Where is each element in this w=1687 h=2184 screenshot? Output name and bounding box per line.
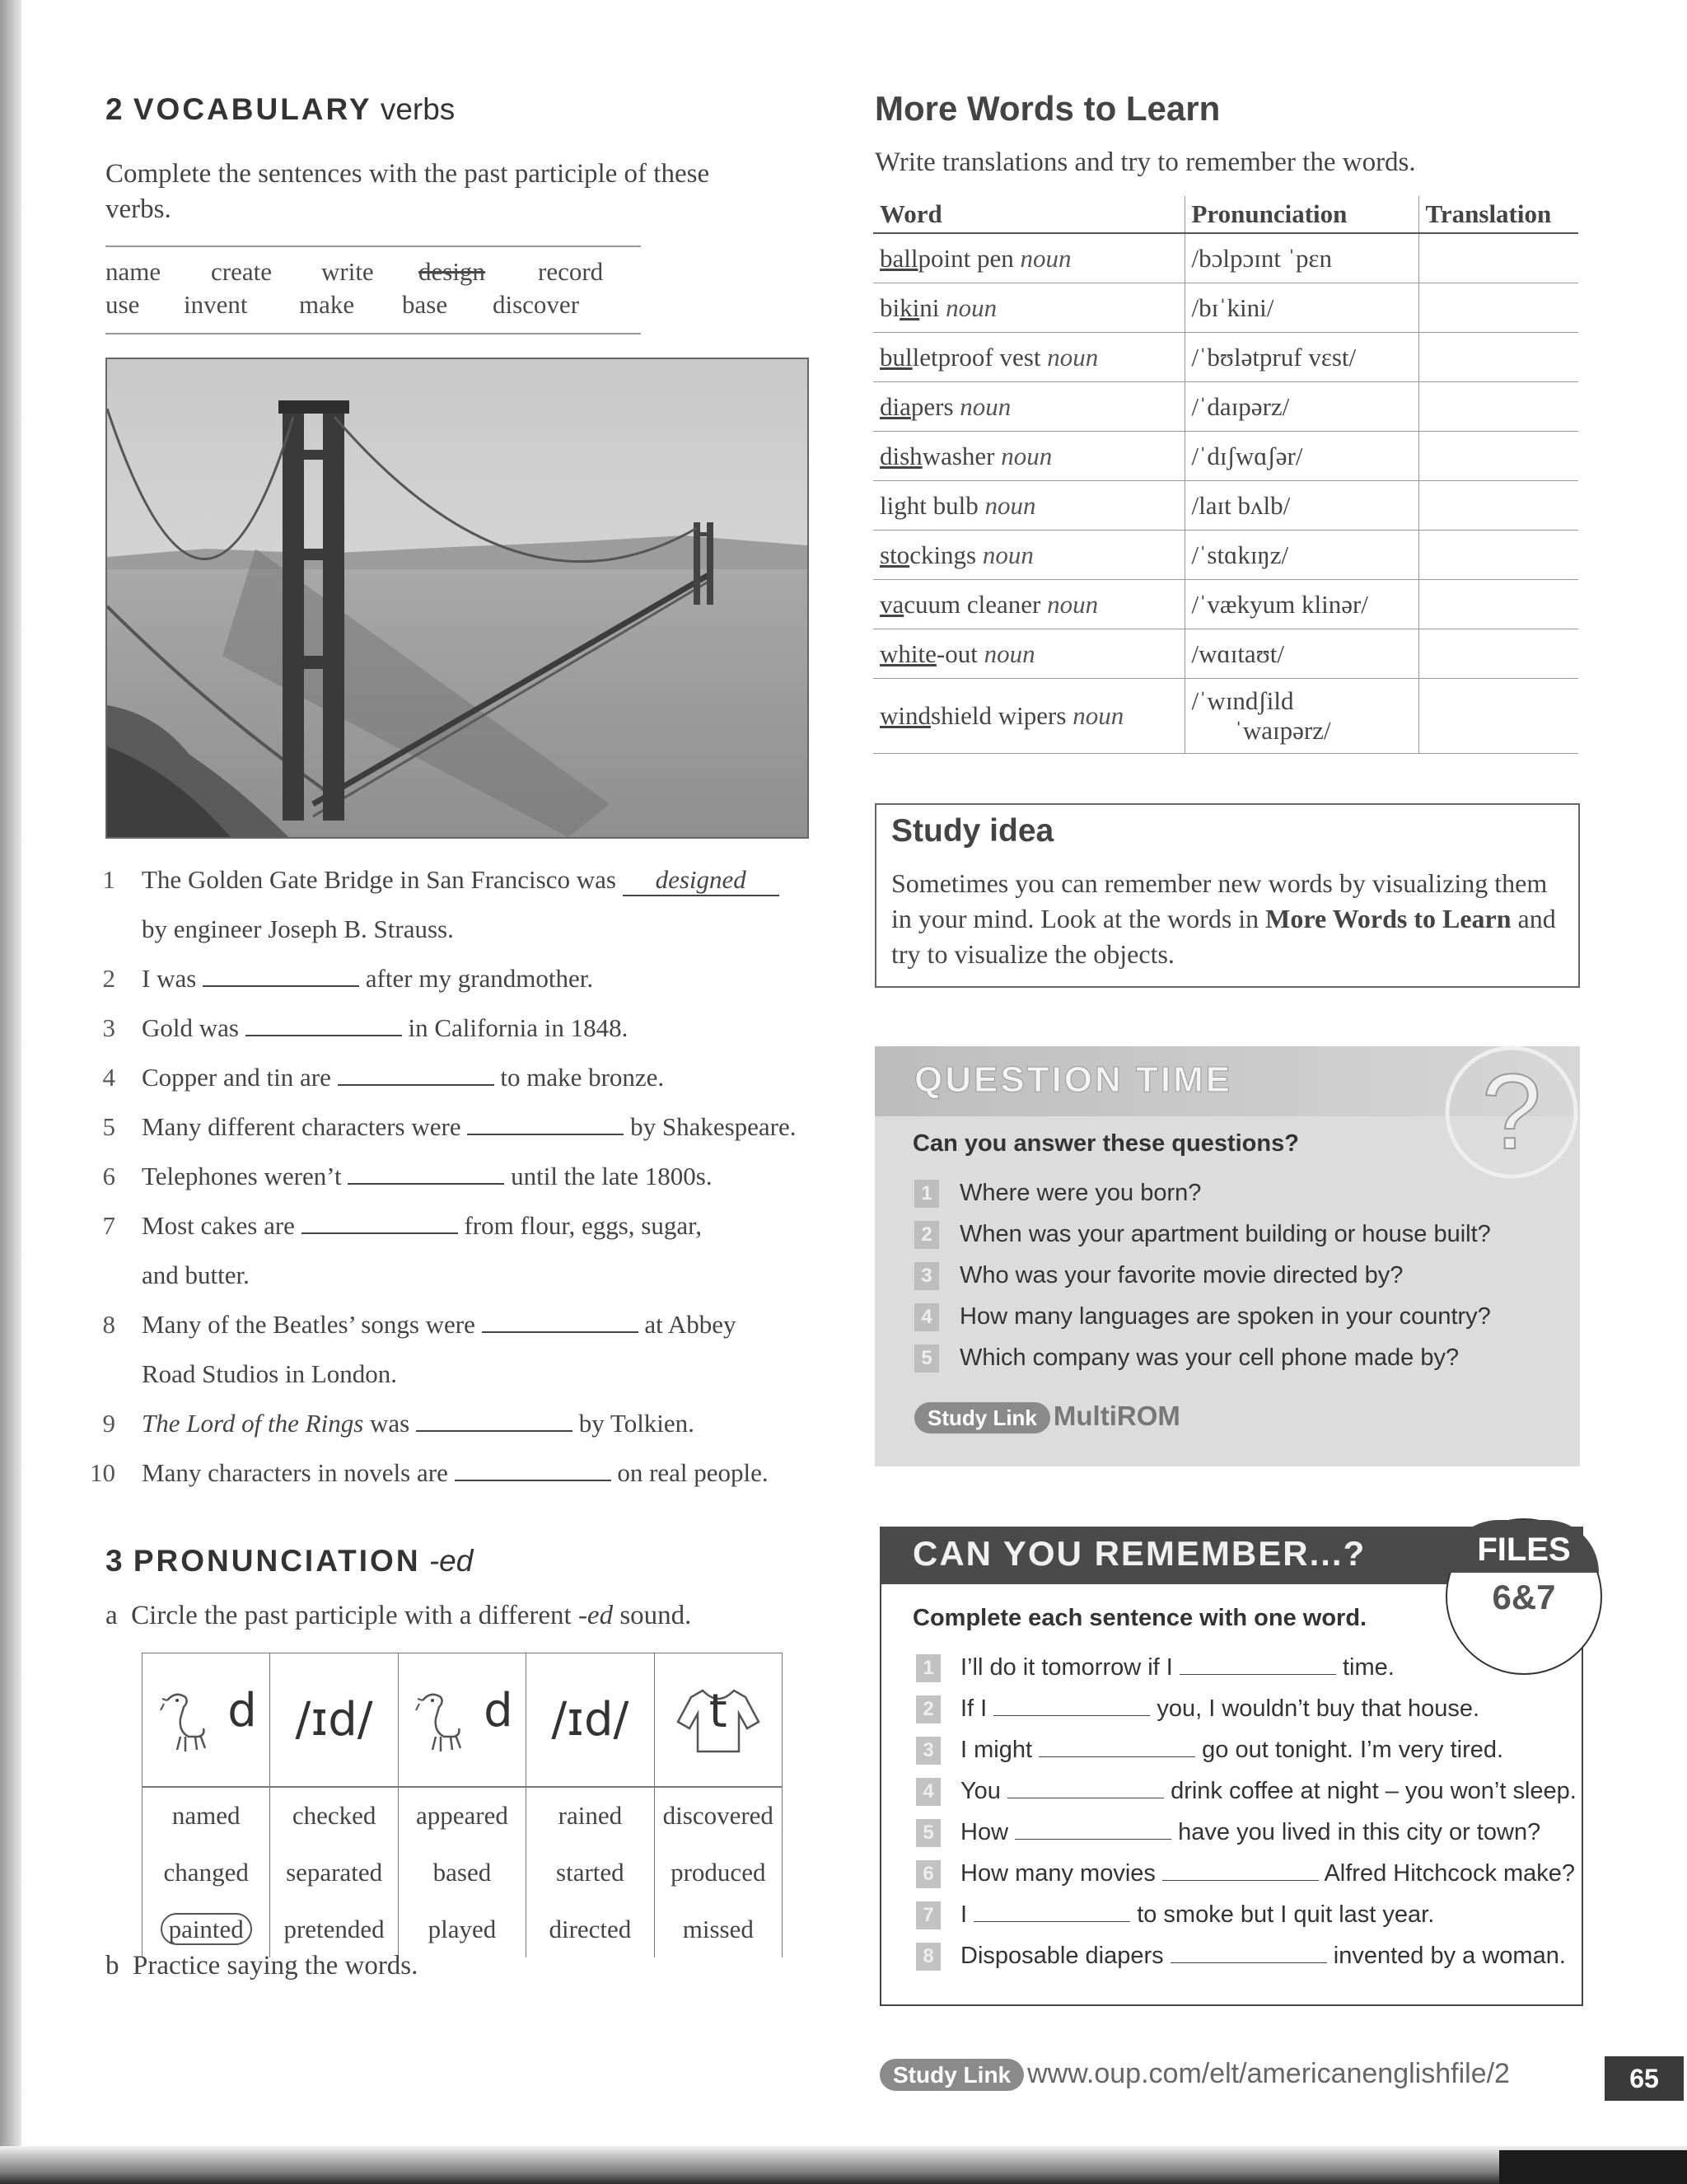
word-row bbox=[873, 481, 1578, 531]
pronunciation-cell: /ˈwɪndʃild ˈwaɪpərz/ bbox=[1185, 679, 1418, 754]
column-pronunciation: Pronunciation bbox=[1185, 196, 1418, 233]
question-item: Where were you born? bbox=[960, 1180, 1202, 1206]
column-word: Word bbox=[873, 196, 1185, 233]
dog-icon bbox=[411, 1686, 477, 1755]
word-cell: directed bbox=[526, 1901, 654, 1957]
task-b-label: b bbox=[105, 1951, 119, 1981]
study-idea-title: Study idea bbox=[891, 813, 1054, 849]
question-item: When was your apartment building or house built? bbox=[960, 1221, 1491, 1247]
sentence-5: Many different characters were by Shakespeare. bbox=[142, 1112, 797, 1141]
sentence-2: I was after my grandmother. bbox=[142, 964, 594, 993]
remember-item-4: You drink coffee at night – you won’t sleep. bbox=[960, 1778, 1577, 1804]
dog-icon bbox=[156, 1686, 222, 1755]
pronunciation-cell: /ˈdaɪpərz/ bbox=[1185, 382, 1418, 432]
column-translation: Translation bbox=[1418, 196, 1578, 233]
sound-t-symbol: t bbox=[708, 1685, 727, 1738]
remember-item-1: I’ll do it tomorrow if I time. bbox=[960, 1654, 1395, 1681]
can-you-remember-prompt: Complete each sentence with one word. bbox=[913, 1605, 1367, 1631]
sound-d-symbol: d bbox=[227, 1684, 257, 1738]
pronunciation-cell: /ˈvækyum klinər/ bbox=[1185, 580, 1418, 629]
sentence-number: 8 bbox=[102, 1310, 115, 1339]
word-row bbox=[873, 283, 1578, 333]
verb-word: name bbox=[105, 257, 161, 286]
remember-blank[interactable] bbox=[1180, 1659, 1336, 1675]
word-cell: windshield wipers noun bbox=[873, 679, 1185, 754]
can-you-remember-title: CAN YOU REMEMBER...? bbox=[913, 1534, 1367, 1573]
question-item: How many languages are spoken in your country? bbox=[960, 1303, 1491, 1330]
word-cell: ballpoint pen noun bbox=[873, 233, 1185, 283]
remember-blank[interactable] bbox=[1162, 1865, 1319, 1881]
sound-d-cell bbox=[398, 1653, 526, 1787]
sentence-number: 9 bbox=[102, 1409, 115, 1438]
sentence-number: 6 bbox=[102, 1162, 115, 1190]
verb-word: invent bbox=[184, 290, 248, 319]
study-idea-box bbox=[875, 803, 1580, 988]
word-table-header bbox=[873, 196, 1578, 233]
remember-item-8: Disposable diapers invented by a woman. bbox=[960, 1943, 1566, 1969]
word-row bbox=[873, 382, 1578, 432]
question-item: Who was your favorite movie directed by? bbox=[960, 1262, 1404, 1288]
pronunciation-subtitle: -ed bbox=[428, 1544, 474, 1578]
sentence-7: Most cakes are from flour, eggs, sugar, bbox=[142, 1211, 702, 1240]
word-cell: changed bbox=[143, 1844, 270, 1901]
word-cell: dishwasher noun bbox=[873, 432, 1185, 481]
translation-cell[interactable] bbox=[1418, 679, 1578, 754]
word-row bbox=[873, 580, 1578, 629]
study-link-badge: Study Link bbox=[914, 1402, 1050, 1433]
word-cell: discovered bbox=[654, 1787, 782, 1845]
verb-word: use bbox=[105, 290, 140, 319]
pronunciation-cell: /bɪˈkini/ bbox=[1185, 283, 1418, 333]
vocabulary-title: VOCABULARY bbox=[133, 92, 372, 126]
scan-shadow-left bbox=[0, 0, 21, 2184]
sound-id-symbol: /ɪd/ bbox=[551, 1692, 629, 1747]
word-cell: light bulb noun bbox=[873, 481, 1185, 531]
translation-cell[interactable] bbox=[1418, 333, 1578, 382]
pronunciation-cell: /ˈstɑkɪŋz/ bbox=[1185, 531, 1418, 580]
word-cell: started bbox=[526, 1844, 654, 1901]
remember-blank[interactable] bbox=[993, 1700, 1150, 1716]
scan-shadow-corner bbox=[1499, 2150, 1687, 2184]
sound-t-cell bbox=[654, 1653, 782, 1787]
sound-d-cell bbox=[143, 1653, 270, 1787]
translation-cell[interactable] bbox=[1418, 629, 1578, 679]
word-cell: named bbox=[143, 1787, 270, 1845]
word-row bbox=[873, 531, 1578, 580]
sound-id-symbol: /ɪd/ bbox=[295, 1692, 373, 1747]
task-a-label: a bbox=[105, 1601, 118, 1630]
remember-blank[interactable] bbox=[1039, 1742, 1195, 1757]
remember-item-6: How many movies Alfred Hitchcock make? bbox=[960, 1860, 1576, 1887]
footer-url-link[interactable]: www.oup.com/elt/americanenglishfile/2 bbox=[1027, 2058, 1510, 2089]
translation-cell[interactable] bbox=[1418, 283, 1578, 333]
sentence-number: 2 bbox=[102, 964, 115, 993]
remember-blank[interactable] bbox=[1171, 1948, 1327, 1963]
word-cell: rained bbox=[526, 1787, 654, 1845]
remember-item-2: If I you, I wouldn’t buy that house. bbox=[960, 1695, 1480, 1722]
translation-cell[interactable] bbox=[1418, 481, 1578, 531]
verb-word: write bbox=[321, 257, 374, 286]
files-number: 6&7 bbox=[1492, 1578, 1556, 1616]
word-cell: vacuum cleaner noun bbox=[873, 580, 1185, 629]
sentence-9-blank[interactable] bbox=[416, 1414, 572, 1432]
word-row bbox=[873, 333, 1578, 382]
words-row bbox=[143, 1844, 783, 1901]
word-cell: missed bbox=[654, 1901, 782, 1957]
word-row bbox=[873, 679, 1578, 754]
remember-item-7: I to smoke but I quit last year. bbox=[960, 1901, 1435, 1928]
study-idea-text: Sometimes you can remember new words by visualizing them in your mind. Look at the words in More Words to Learn and try to visualize the objects. bbox=[891, 868, 1556, 969]
footer-study-link[interactable] bbox=[880, 2058, 1510, 2090]
pronunciation-task-b: b Practice saying the words. bbox=[105, 1951, 418, 1981]
sentence-1-answer: designed bbox=[623, 865, 779, 896]
verb-word-box bbox=[105, 246, 641, 334]
question-item: Which company was your cell phone made by? bbox=[960, 1345, 1460, 1371]
sentence-6-blank[interactable] bbox=[348, 1167, 504, 1185]
files-label: FILES bbox=[1477, 1532, 1571, 1568]
svg-text:?: ? bbox=[1481, 1051, 1542, 1172]
pronunciation-cell: /bɔlpɔɪnt ˈpɛn bbox=[1185, 233, 1418, 283]
sentence-5-blank[interactable] bbox=[467, 1117, 624, 1135]
question-number-badge: 3 bbox=[914, 1262, 939, 1290]
question-time-title: QUESTION TIME bbox=[914, 1059, 1233, 1100]
item-number-badge: 8 bbox=[916, 1943, 941, 1971]
remember-item-3: I might go out tonight. I’m very tired. bbox=[960, 1737, 1504, 1763]
pronunciation-number: 3 bbox=[105, 1544, 125, 1578]
translation-cell[interactable] bbox=[1418, 580, 1578, 629]
item-number-badge: 5 bbox=[916, 1819, 941, 1847]
item-number-badge: 6 bbox=[916, 1860, 941, 1888]
pronunciation-title: PRONUNCIATION bbox=[133, 1544, 421, 1578]
sentence-3: Gold was in California in 1848. bbox=[142, 1013, 629, 1042]
more-words-title: More Words to Learn bbox=[875, 89, 1221, 128]
vocabulary-instruction: Complete the sentences with the past participle of these verbs. bbox=[105, 159, 710, 224]
sentence-3-blank[interactable] bbox=[245, 1018, 402, 1036]
sentence-number: 1 bbox=[102, 865, 115, 894]
word-cell: white-out noun bbox=[873, 629, 1185, 679]
sentence-number: 7 bbox=[102, 1211, 115, 1240]
sentence-4: Copper and tin are to make bronze. bbox=[142, 1063, 665, 1092]
translation-cell[interactable] bbox=[1418, 432, 1578, 481]
sentence-number: 3 bbox=[102, 1013, 115, 1042]
word-cell: based bbox=[398, 1844, 526, 1901]
vocabulary-word-table bbox=[873, 196, 1578, 754]
word-row bbox=[873, 629, 1578, 679]
vocabulary-heading bbox=[105, 92, 455, 127]
word-row bbox=[873, 233, 1578, 283]
footer-study-link-badge: Study Link bbox=[880, 2059, 1024, 2091]
item-number-badge: 4 bbox=[916, 1778, 941, 1806]
verb-word: make bbox=[299, 290, 355, 319]
study-link-multirom[interactable] bbox=[914, 1401, 1180, 1432]
sound-d-symbol: d bbox=[484, 1684, 513, 1738]
question-number-badge: 1 bbox=[914, 1180, 939, 1208]
translation-cell[interactable] bbox=[1418, 233, 1578, 283]
sound-id-cell bbox=[270, 1653, 398, 1787]
sound-header-row bbox=[143, 1653, 783, 1787]
sentence-4-blank[interactable] bbox=[338, 1068, 494, 1086]
sentence-1: The Golden Gate Bridge in San Francisco was designed bbox=[142, 865, 779, 896]
translation-cell[interactable] bbox=[1418, 382, 1578, 432]
pronunciation-heading bbox=[105, 1544, 473, 1578]
words-row bbox=[143, 1787, 783, 1845]
question-time-prompt: Can you answer these questions? bbox=[913, 1130, 1299, 1157]
multirom-label: MultiROM bbox=[1053, 1401, 1180, 1431]
question-mark-icon bbox=[1443, 1040, 1580, 1184]
remember-blank[interactable] bbox=[1015, 1824, 1171, 1840]
vocabulary-subtitle: verbs bbox=[380, 92, 456, 126]
verb-word: create bbox=[211, 257, 272, 286]
pronunciation-cell: /ˈbʊlətpruf vɛst/ bbox=[1185, 333, 1418, 382]
pronunciation-cell: /ˈdɪʃwɑʃər/ bbox=[1185, 432, 1418, 481]
sentence-10-blank[interactable] bbox=[455, 1463, 611, 1481]
word-row bbox=[873, 432, 1578, 481]
pronunciation-cell: /wɑɪtaʊt/ bbox=[1185, 629, 1418, 679]
sentence-number: 10 bbox=[90, 1458, 115, 1487]
pronunciation-table bbox=[142, 1653, 783, 1957]
more-words-instruction: Write translations and try to remember the words. bbox=[875, 147, 1416, 177]
sentence-9: The Lord of the Rings was by Tolkien. bbox=[142, 1409, 694, 1438]
word-cell: bulletproof vest noun bbox=[873, 333, 1185, 382]
verb-word: base bbox=[402, 290, 448, 319]
word-cell: stockings noun bbox=[873, 531, 1185, 580]
sentence-7-line2: and butter. bbox=[142, 1260, 250, 1289]
word-cell: pretended bbox=[270, 1901, 398, 1957]
golden-gate-bridge-photo bbox=[105, 358, 809, 839]
word-cell: checked bbox=[270, 1787, 398, 1845]
sentence-10: Many characters in novels are on real people. bbox=[142, 1458, 769, 1487]
word-cell: diapers noun bbox=[873, 382, 1185, 432]
vocabulary-number: 2 bbox=[105, 92, 125, 126]
item-number-badge: 1 bbox=[916, 1654, 941, 1682]
word-cell: played bbox=[398, 1901, 526, 1957]
item-number-badge: 2 bbox=[916, 1695, 941, 1723]
word-cell: produced bbox=[654, 1844, 782, 1901]
translation-cell[interactable] bbox=[1418, 531, 1578, 580]
question-number-badge: 4 bbox=[914, 1303, 939, 1331]
sentence-number: 5 bbox=[102, 1112, 115, 1141]
item-number-badge: 7 bbox=[916, 1901, 941, 1929]
question-number-badge: 2 bbox=[914, 1221, 939, 1249]
sentence-8-line2: Road Studios in London. bbox=[142, 1359, 398, 1388]
verb-word: discover bbox=[493, 290, 580, 319]
word-cell: appeared bbox=[398, 1787, 526, 1845]
question-number-badge: 5 bbox=[914, 1345, 939, 1373]
pronunciation-cell: /laɪt bʌlb/ bbox=[1185, 481, 1418, 531]
sentence-2-blank[interactable] bbox=[203, 969, 359, 987]
sentence-8-blank[interactable] bbox=[482, 1315, 638, 1333]
remember-item-5: How have you lived in this city or town? bbox=[960, 1819, 1541, 1845]
item-number-badge: 3 bbox=[916, 1737, 941, 1765]
word-cell: separated bbox=[270, 1844, 398, 1901]
sentence-1-line2: by engineer Joseph B. Strauss. bbox=[142, 914, 454, 943]
sentence-7-blank[interactable] bbox=[301, 1216, 458, 1234]
verb-word: record bbox=[538, 257, 604, 286]
remember-blank[interactable] bbox=[974, 1906, 1130, 1922]
word-cell: bikini noun bbox=[873, 283, 1185, 333]
verb-word-crossed-out: design bbox=[418, 257, 485, 286]
pronunciation-task-a: a Circle the past participle with a different -ed sound. bbox=[105, 1601, 692, 1630]
remember-blank[interactable] bbox=[1007, 1783, 1164, 1798]
sound-id-cell bbox=[526, 1653, 654, 1787]
circled-word: painted bbox=[161, 1913, 252, 1945]
sentence-8: Many of the Beatles’ songs were at Abbey bbox=[142, 1310, 736, 1339]
sentence-number: 4 bbox=[102, 1063, 115, 1092]
sentence-6: Telephones weren’t until the late 1800s. bbox=[142, 1162, 713, 1190]
page-number: 65 bbox=[1605, 2056, 1684, 2101]
scan-shadow-bottom bbox=[0, 2146, 1687, 2184]
files-badge bbox=[1446, 1518, 1602, 1675]
